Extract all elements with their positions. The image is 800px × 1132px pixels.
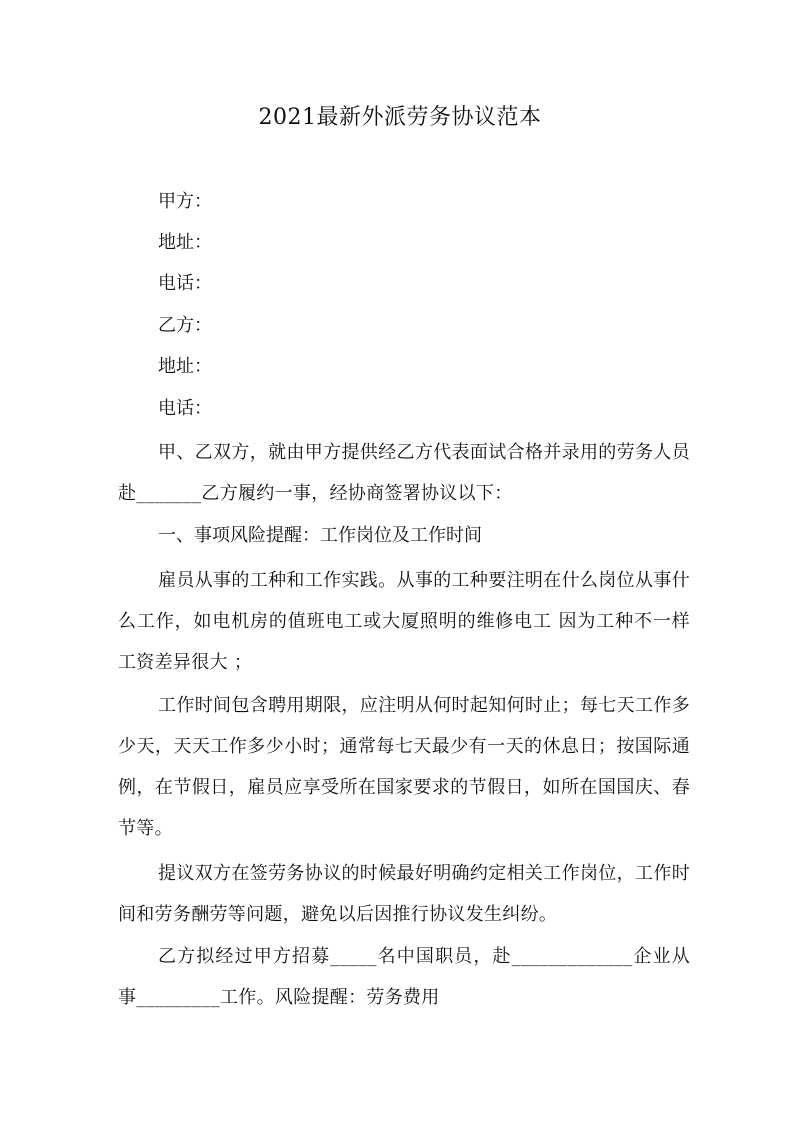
party-b-label: 乙方： [158,315,212,336]
party-b-phone-label: 电话： [158,398,212,419]
paragraph-recruitment: 乙方拟经过甲方招募_____名中国职员，赴_____________企业从事_________工作。风险提醒：劳务费用 [118,946,690,1008]
paragraph-working-hours: 工作时间包含聘用期限，应注明从何时起知何时止；每七天工作多少天，天天工作多少小时；通常每七天最少有一天的休息日；按国际通例，在节假日，雇员应享受所在国家要求的节假日，如所在国国庆、春节等。 [118,695,690,839]
party-b-address-label: 地址： [158,356,212,377]
party-a-label: 甲方： [158,191,212,212]
intro-paragraph: 甲、乙双方，就由甲方提供经乙方代表面试合格并录用的劳务人员赴_______乙方履约一事，经协商签署协议以下： [118,442,690,504]
section-1-heading: 一、事项风险提醒：工作岗位及工作时间 [158,525,482,546]
paragraph-recommendation: 提议双方在签劳务协议的时候最好明确约定相关工作岗位，工作时间和劳务酬劳等问题，避免以后因推行协议发生纠纷。 [118,863,690,925]
party-a-address-label: 地址： [158,232,212,253]
paragraph-job-type: 雇员从事的工种和工作实践。从事的工种要注明在什么岗位从事什么工作，如电机房的值班电工或大厦照明的维修电工 因为工种不一样工资差异很大 ； [118,570,690,673]
party-a-phone-label: 电话： [158,273,212,294]
document-title: 2021最新外派劳务协议范本 [258,105,542,130]
